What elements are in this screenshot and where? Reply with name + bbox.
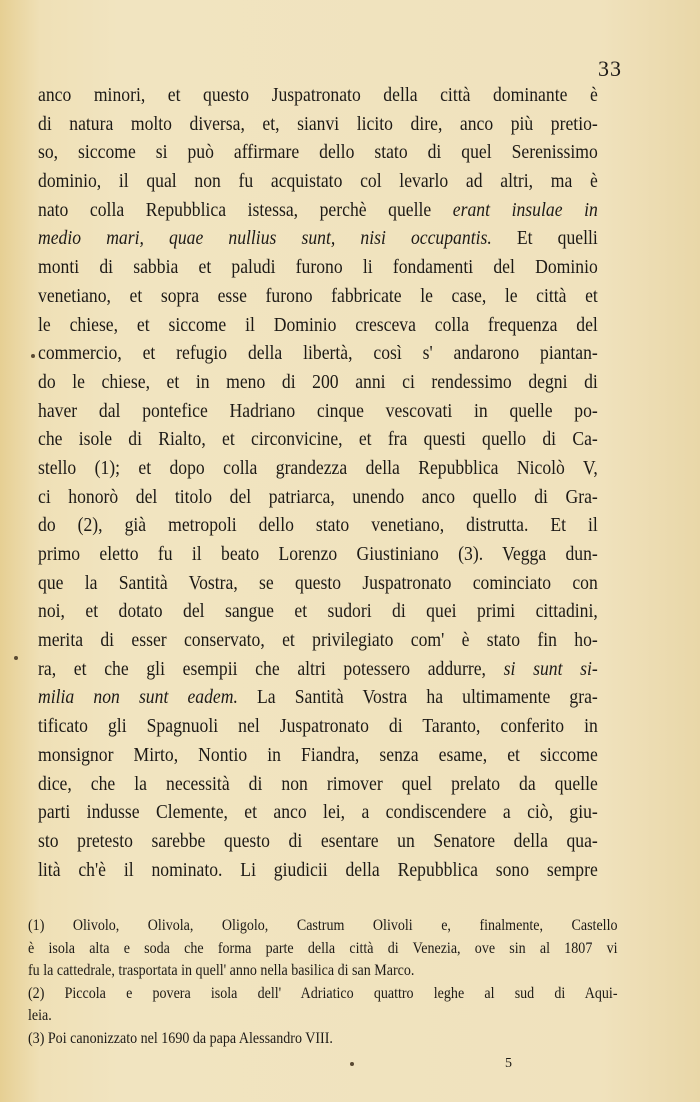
footnote-1-line-1: (1) Olivolo, Olivola, Oligolo, Castrum Olivoli e, finalmente, Castello bbox=[28, 917, 618, 934]
text-line-24: monsignor Mirto, Nontio in Fiandra, senza esame, et siccome bbox=[38, 744, 598, 766]
text-line-15: ci honorò del titolo del patriarca, unendo anco quello di Gra- bbox=[38, 486, 598, 508]
text-line-12: haver dal pontefice Hadriano cinque vescovati in quelle po- bbox=[38, 400, 598, 422]
text-line-19: noi, et dotato del sangue et sudori di quei primi cittadini, bbox=[38, 601, 598, 623]
latin-quote-3: si sunt si- bbox=[503, 658, 598, 680]
text-line-21-roman: ra, et che gli esempii che altri potessero addurre, bbox=[38, 658, 504, 680]
footnote-3-line-1: (3) Poi canonizzato nel 1690 da papa Alessandro VIII. bbox=[28, 1029, 333, 1047]
text-line-18: que la Santità Vostra, se questo Juspatronato cominciato con bbox=[38, 572, 598, 594]
text-line-9: le chiese, et siccome il Dominio cresceva colla frequenza del bbox=[38, 314, 598, 336]
latin-quote-2: medio mari, quae nullius sunt, nisi occupantis. bbox=[38, 228, 492, 250]
margin-dot bbox=[14, 656, 18, 660]
text-line-1: anco minori, et questo Juspatronato della città dominante è bbox=[38, 85, 598, 106]
margin-dot bbox=[31, 354, 35, 358]
text-line-5-roman: nato colla Repubblica istessa, perchè quelle bbox=[38, 199, 453, 221]
text-line-6-roman: Et quelli bbox=[491, 228, 598, 250]
text-line-4: dominio, il qual non fu acquistato col levarlo ad altri, ma è bbox=[38, 171, 598, 193]
latin-quote-4: milia non sunt eadem. bbox=[38, 687, 238, 709]
footnote-2-line-1: (2) Piccola e povera isola dell' Adriatico quattro leghe al sud di Aqui- bbox=[28, 984, 618, 1002]
body-text bbox=[38, 82, 598, 885]
footnote-1-line-2: è isola alta e soda che forma parte della città di Venezia, ove sin al 1807 vi bbox=[28, 939, 618, 957]
text-line-11: do le chiese, et in meno di 200 anni ci rendessimo degni di bbox=[38, 371, 598, 393]
text-line-17: primo eletto fu il beato Lorenzo Giustiniano (3). Vegga dun- bbox=[38, 544, 598, 565]
text-line-25: dice, che la necessità di non rimover quel prelato da quelle bbox=[38, 773, 598, 795]
footnote-2-line-2: leia. bbox=[28, 1007, 52, 1024]
text-line-21 bbox=[38, 656, 598, 685]
text-line-23: tificato gli Spagnuoli nel Juspatronato di Taranto, conferito in bbox=[38, 716, 598, 738]
text-line-20: merita di esser conservato, et privilegiato com' è stato fin ho- bbox=[38, 630, 598, 652]
text-line-13: che isole di Rialto, et circonvicine, et fra questi quello di Ca- bbox=[38, 429, 598, 451]
text-line-3: so, siccome si può affirmare dello stato di quel Serenissimo bbox=[38, 142, 598, 164]
text-line-2: di natura molto diversa, et, sianvi licito dire, anco più pretio- bbox=[38, 113, 598, 135]
footnote-1-line-3: fu la cattedrale, trasportata in quell' anno nella basilica di san Marco. bbox=[28, 962, 415, 979]
text-line-10: commercio, et refugio della libertà, così s' andarono piantan- bbox=[38, 343, 598, 365]
text-line-22-roman: La Santità Vostra ha ultimamente gra- bbox=[237, 687, 598, 709]
text-line-7: monti di sabbia et paludi furono li fondamenti del Dominio bbox=[38, 257, 598, 279]
text-line-8: venetiano, et sopra esse furono fabbricate le case, le città et bbox=[38, 285, 598, 307]
text-line-16: do (2), già metropoli dello stato venetiano, distrutta. Et il bbox=[38, 515, 598, 537]
page-number: 33 bbox=[598, 56, 622, 81]
signature-mark: 5 bbox=[505, 1056, 512, 1071]
text-line-27: sto pretesto sarebbe questo di esentare un Senatore della qua- bbox=[38, 830, 598, 852]
text-line-14: stello (1); et dopo colla grandezza della Repubblica Nicolò V, bbox=[38, 457, 598, 479]
text-line-5 bbox=[38, 197, 598, 226]
text-line-22 bbox=[38, 684, 598, 713]
footnotes bbox=[28, 915, 618, 1050]
ink-dot bbox=[350, 1062, 354, 1066]
text-line-6 bbox=[38, 225, 598, 254]
latin-quote-1: erant insulae in bbox=[452, 199, 598, 221]
text-line-28: lità ch'è il nominato. Li giudicii della Repubblica sono sempre bbox=[38, 859, 598, 881]
text-line-26: parti indusse Clemente, et anco lei, a condiscendere a ciò, giu- bbox=[38, 802, 598, 824]
